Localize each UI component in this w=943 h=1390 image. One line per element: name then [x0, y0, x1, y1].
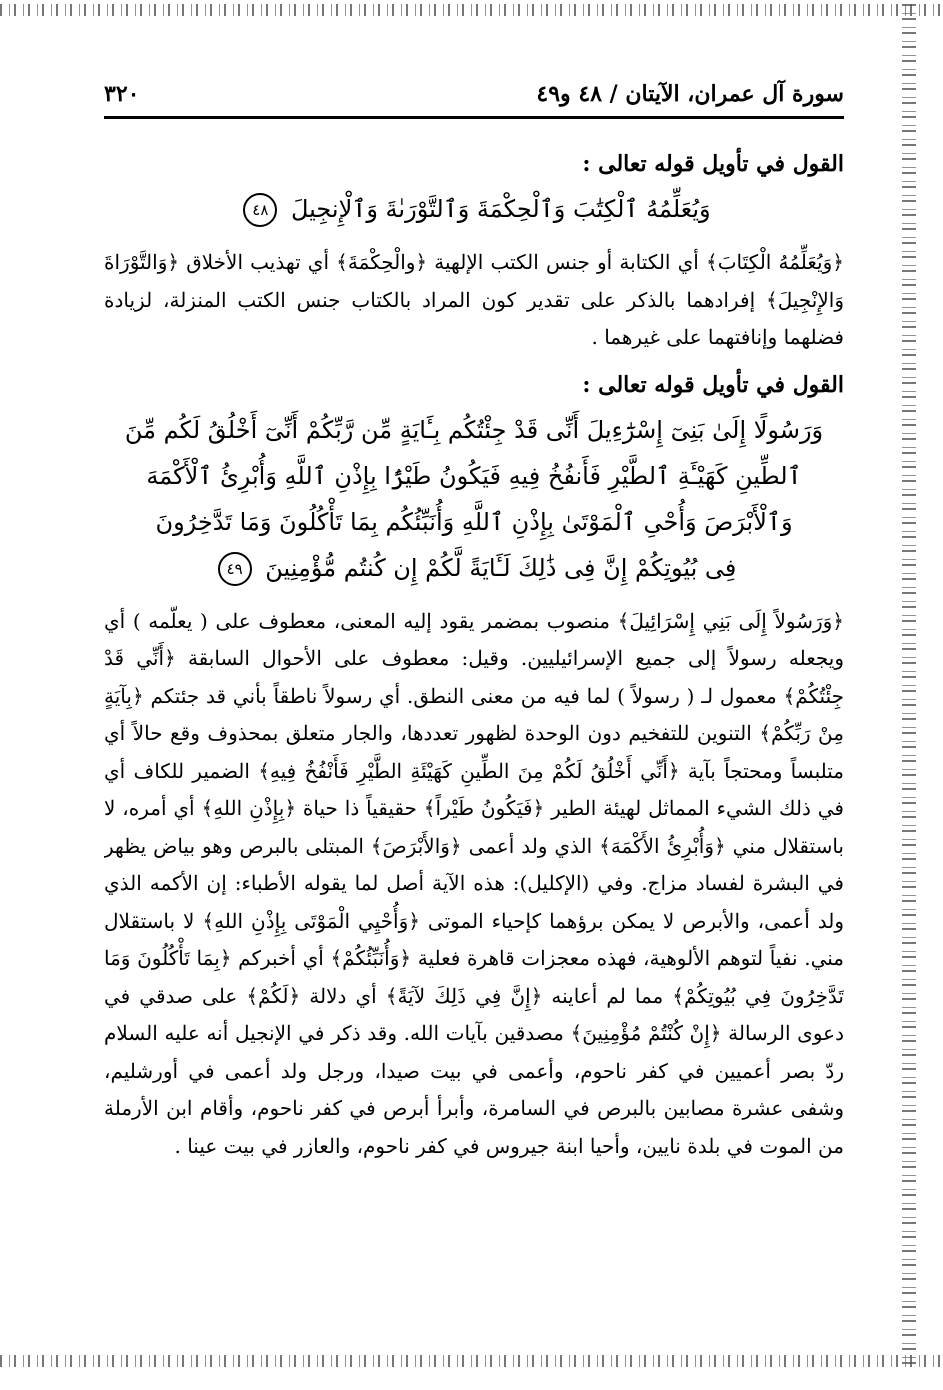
running-title: سورة آل عمران، الآيتان / ٤٨ و٤٩ [536, 81, 844, 107]
verse-number-marker: ٤٩ [218, 552, 252, 586]
page-header [104, 72, 844, 116]
quran-verse-49 [104, 407, 844, 591]
section-heading-verse-48: القول في تأويل قوله تعالى : [582, 151, 844, 177]
commentary-verse-49: ﴿وَرَسُولاً إِلَى بَنِي إِسْرَائِيلَ﴾ منصوب بمضمر يقود إليه المعنى، معطوف على ( يعلّمه ) أي ويجعله رسولاً إلى جميع الإسرائيليين. وقيل: معطوف على الأحوال السابقة ﴿أَنِّي قَدْ جِئْتُكُمْ﴾ معمول لـ ( رسولاً ) لما فيه من معنى النطق. أي رسولاً ناطقاً بأني قد جئتكم ﴿بِآيَةٍ مِنْ رَبِّكُمْ﴾ التنوين للتفخيم دون الوحدة لظهور تعددها، والجار متعلق بمحذوف وقع حالاً أي متلبساً ومحتجاً بآية ﴿أَنِّي أَخْلُقُ لَكُمْ مِنَ الطِّينِ كَهَيْئَةِ الطَّيْرِ فَأَنْفُخُ فِيهِ﴾ الضمير للكاف أي في ذلك الشيء المماثل لهيئة الطير ﴿فَيَكُونُ طَيْراً﴾ حقيقياً ذا حياة ﴿بِإِذْنِ اللهِ﴾ أي أمره، لا باستقلال مني ﴿وَأُبْرِئُ الأَكْمَهَ﴾ الذي ولد أعمى ﴿وَالأَبْرَصَ﴾ المبتلى بالبرص وهو بياض يظهر في البشرة لفساد مزاج. وفي (الإكليل): هذه الآية أصل لما يقوله الأطباء: إن الأكمه الذي ولد أعمى، والأبرص لا يمكن برؤهما كإحياء الموتى ﴿وَأُحْيِي الْمَوْتَى بِإِذْنِ اللهِ﴾ لا باستقلال مني. نفياً لتوهم الألوهية، فهذه معجزات قاهرة فعلية ﴿وَأُنَبِّئُكُمْ﴾ أي أخبركم ﴿بِمَا تَأْكُلُونَ وَمَا تَدَّخِرُونَ فِي بُيُوتِكُمْ﴾ مما لم أعاينه ﴿إِنَّ فِي ذَلِكَ لآيَةً﴾ أي دلالة ﴿لَكُمْ﴾ على صدقي في دعوى الرسالة ﴿إِنْ كُنْتُمْ مُؤْمِنِينَ﴾ مصدقين بآيات الله. وقد ذكر في الإنجيل أنه عليه السلام ردّ بصر أعميين في كفر ناحوم، وأعمى في بيت صيدا، ورجل ولد أعمى في أورشليم، وشفى عشرة مصابين بالبرص في السامرة، وأبرأ أبرص في كفر ناحوم، وأقام ابن الأرملة من الموت في بلدة نايين، وأحيا ابنة جيروس في كفر ناحوم، والعازر في بيت عينا . [104, 608, 844, 1158]
verse-line-last [104, 545, 844, 591]
section-heading-verse-49: القول في تأويل قوله تعالى : [582, 371, 844, 398]
verse-line: وَرَسُولًا إِلَىٰ بَنِىٓ إِسْرَٰٓءِيلَ أَنِّى قَدْ جِئْتُكُم بِـَٔايَةٍ مِّن رَّبِّكُمْ أَنِّىٓ أَخْلُقُ لَكُم مِّنَ [124, 415, 824, 444]
verse-line: وَٱلْأَبْرَصَ وَأُحْىِ ٱلْمَوْتَىٰ بِإِذْنِ ٱللَّهِ وَأُنَبِّئُكُم بِمَا تَأْكُلُونَ وَمَا تَدَّخِرُونَ [155, 507, 793, 536]
verse-text: وَيُعَلِّمُهُ ٱلْكِتَٰبَ وَٱلْحِكْمَةَ وَٱلتَّوْرَىٰةَ وَٱلْإِنجِيلَ [291, 195, 711, 223]
verse-text: فِى بُيُوتِكُمْ إِنَّ فِى ذَٰلِكَ لَـَٔايَةً لَّكُمْ إِن كُنتُم مُّؤْمِنِينَ [265, 553, 737, 582]
ornamental-border-bottom [0, 1355, 943, 1367]
ornamental-border-right [902, 4, 916, 1367]
ornamental-border-top [0, 4, 943, 16]
verse-number-marker: ٤٨ [243, 193, 277, 227]
quran-verse-48 [104, 186, 844, 232]
header-divider [104, 116, 844, 119]
verse-line: ٱلطِّينِ كَهَيْـَٔةِ ٱلطَّيْرِ فَأَنفُخُ فِيهِ فَيَكُونُ طَيْرًۢا بِإِذْنِ ٱللَّهِ وَأُبْرِئُ ٱلْأَكْمَهَ [146, 461, 802, 490]
page-number: ٣٢٠ [104, 81, 140, 107]
commentary-verse-48: ﴿وَيُعَلِّمُهُ الْكِتَابَ﴾ أي الكتابة أو جنس الكتب الإلهية ﴿والْحِكْمَةَ﴾ أي تهذيب الأخلاق ﴿وَالتَّوْرَاةَ وَالإِنْجِيلَ﴾ إفرادهما بالذكر على تقدير كون المراد بالكتاب جنس الكتب المنزلة، لزيادة فضلهما وإنافتهما على غيرهما . [104, 250, 844, 349]
page-body [104, 140, 844, 1310]
